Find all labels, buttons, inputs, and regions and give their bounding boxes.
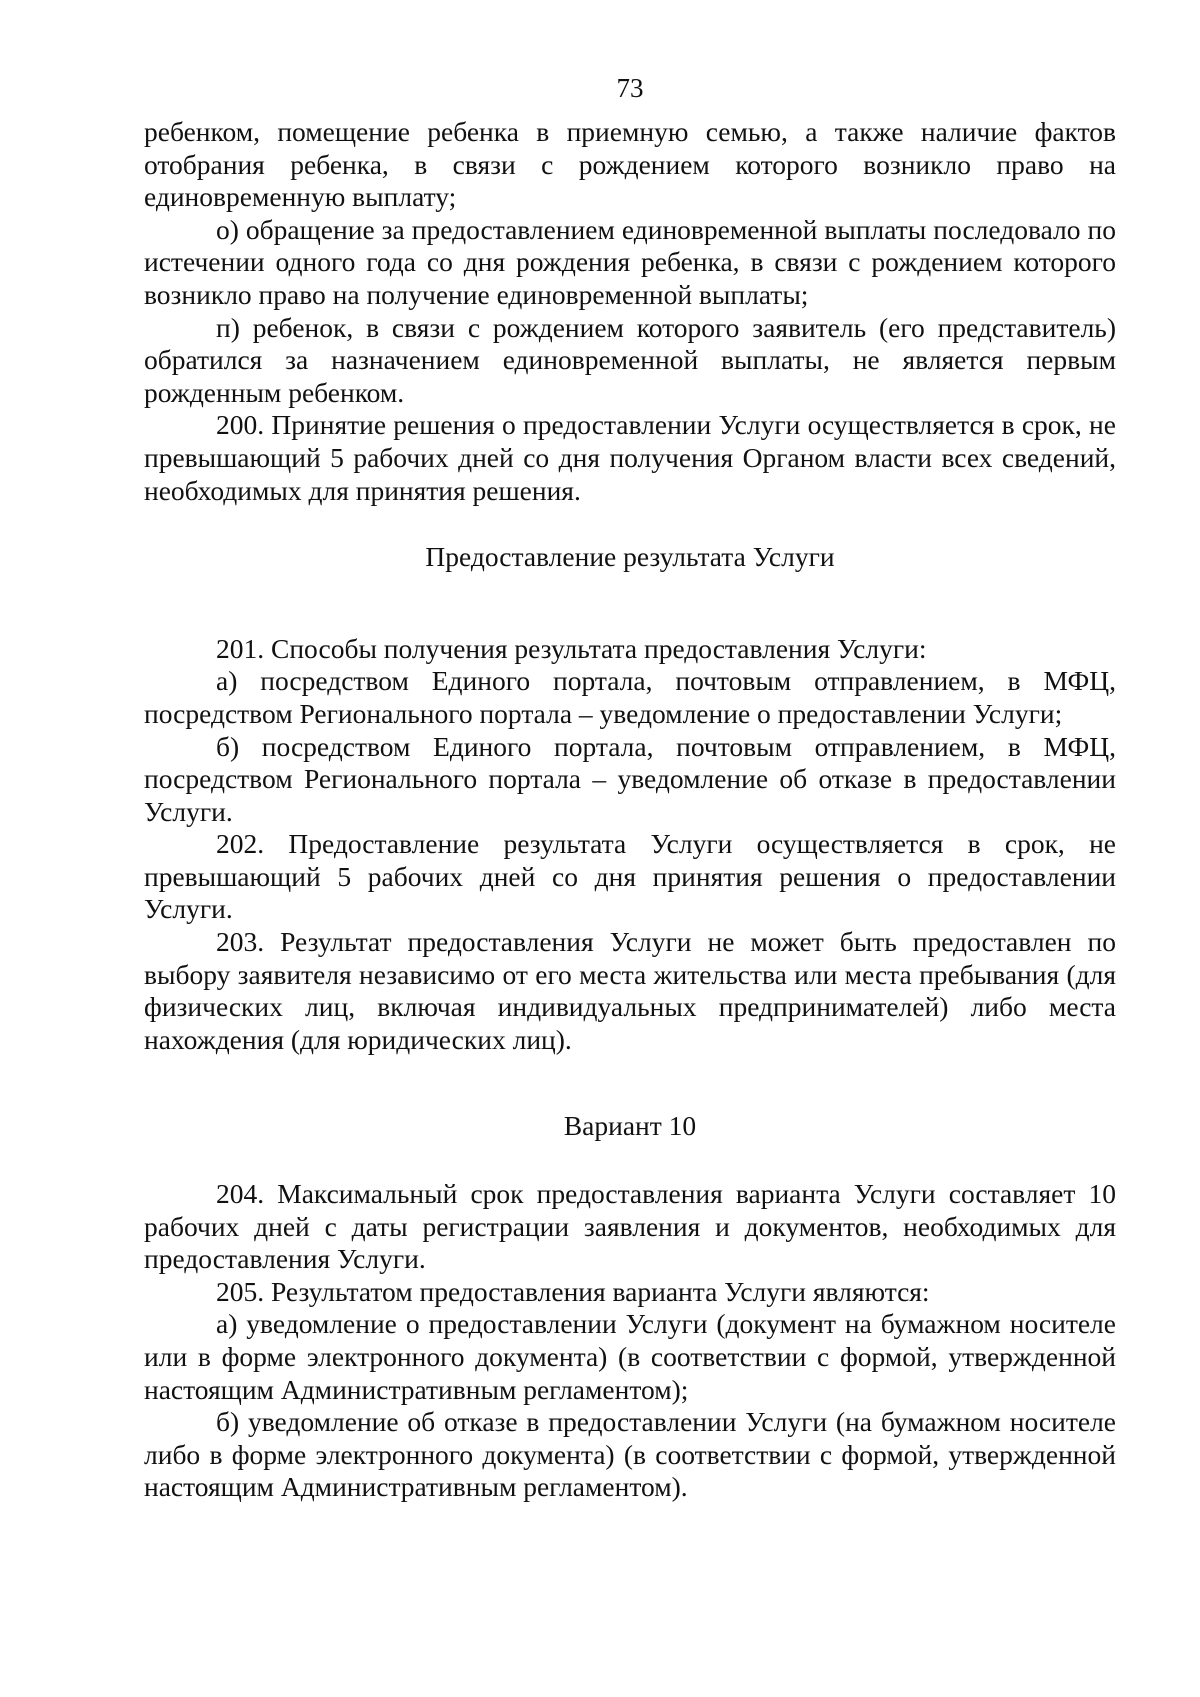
paragraph-201-b: б) посредством Единого портала, почтовым отправлением, в МФЦ, посредством Регионального портала – уведомление об отказе в предоставлении Услуги.: [144, 730, 1116, 827]
paragraph-205-a: а) уведомление о предоставлении Услуги (документ на бумажном носителе или в форме электронного документа) (в соответствии с формой, утвержденной настоящим Административным регламентом);: [144, 1308, 1116, 1405]
page-number: 73: [616, 73, 644, 103]
paragraph-202: 202. Предоставление результата Услуги осуществляется в срок, не превышающий 5 рабочих дней со дня принятия решения о предоставлении Услуги.: [144, 828, 1116, 925]
section-heading-variant: Вариант 10: [563, 1110, 697, 1142]
paragraph-201: 201. Способы получения результата предоставления Услуги:: [216, 632, 927, 664]
document-body: [144, 116, 1116, 1504]
paragraph-continuation: ребенком, помещение ребенка в приемную семью, а также наличие фактов отобрания ребенка, в связи с рождением которого возникло право на единовременную выплату;: [144, 116, 1116, 213]
paragraph-205: 205. Результатом предоставления варианта Услуги являются:: [216, 1275, 930, 1307]
paragraph-203: 203. Результат предоставления Услуги не может быть предоставлен по выбору заявителя независимо от его места жительства или места пребывания (для физических лиц, включая индивидуальных предпринимателей) либо места нахождения (для юридических лиц).: [144, 926, 1116, 1055]
paragraph-204: 204. Максимальный срок предоставления варианта Услуги составляет 10 рабочих дней с даты регистрации заявления и документов, необходимых для предоставления Услуги.: [144, 1178, 1116, 1275]
paragraph-201-a: а) посредством Единого портала, почтовым отправлением, в МФЦ, посредством Регионального портала – уведомление о предоставлении Услуги;: [144, 665, 1116, 729]
section-heading-result: Предоставление результата Услуги: [425, 541, 835, 573]
paragraph-item-o: о) обращение за предоставлением единовременной выплаты последовало по истечении одного года со дня рождения ребенка, в связи с рождением которого возникло право на получение единовременной выплаты;: [144, 213, 1116, 310]
paragraph-205-b: б) уведомление об отказе в предоставлении Услуги (на бумажном носителе либо в форме электронного документа) (в соответствии с формой, утвержденной настоящим Административным регламентом).: [144, 1406, 1116, 1503]
paragraph-200: 200. Принятие решения о предоставлении Услуги осуществляется в срок, не превышающий 5 рабочих дней со дня получения Органом власти всех сведений, необходимых для принятия решения.: [144, 409, 1116, 506]
paragraph-item-p: п) ребенок, в связи с рождением которого заявитель (его представитель) обратился за назначением единовременной выплаты, не является первым рожденным ребенком.: [144, 311, 1116, 408]
